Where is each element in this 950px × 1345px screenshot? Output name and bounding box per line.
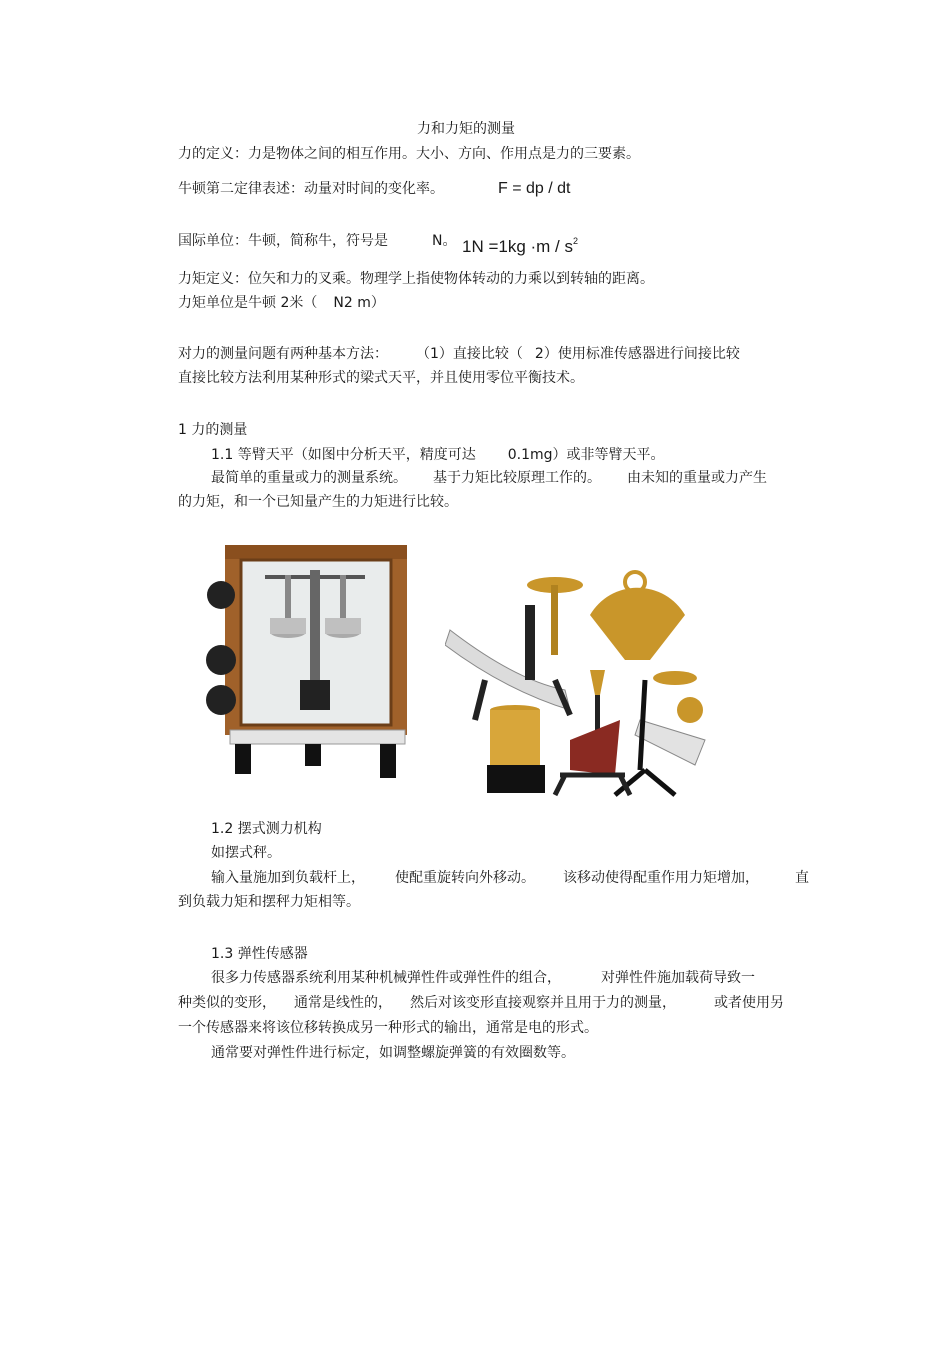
section-1-3-line-2 xyxy=(178,994,784,1012)
section-1-3-line-3: 一个传感器来将该位移转换成另一种形式的输出，通常是电的形式。 xyxy=(178,1020,598,1036)
section-1-1-para-cont: 的力矩，和一个已知量产生的力矩进行比较。 xyxy=(178,494,458,510)
si-formula-exponent: 2 xyxy=(573,236,579,246)
s13-c: 种类似的变形， xyxy=(178,995,276,1011)
analytical-balance-image xyxy=(205,540,410,785)
si-unit-symbol: N。 xyxy=(432,233,457,249)
direct-compare: 直接比较方法利用某种形式的梁式天平，并且使用零位平衡技术。 xyxy=(178,370,584,386)
section-1-3-heading: 1.3 弹性传感器 xyxy=(211,946,308,962)
s12-p2-b: 使配重旋转向外移动。 xyxy=(395,870,535,886)
section-1-2-para-1: 如摆式秤。 xyxy=(211,845,281,861)
s13-d: 通常是线性的， xyxy=(294,995,392,1011)
torque-unit-a: 力矩单位是牛顿 2米（ xyxy=(178,295,318,311)
brass-scale xyxy=(590,588,685,660)
methods-line xyxy=(178,345,740,363)
methods-a: 对力的测量问题有两种基本方法： xyxy=(178,346,388,362)
si-unit-text: 国际单位：牛顿，简称牛，符号是 xyxy=(178,233,388,249)
force-definition: 力的定义：力是物体之间的相互作用。大小、方向、作用点是力的三要素。 xyxy=(178,146,640,162)
section-1-1-a: 1.1 等臂天平（如图中分析天平，精度可达 xyxy=(211,447,476,463)
section-1-2-para-2 xyxy=(211,869,809,887)
s13-f: 或者使用另 xyxy=(714,995,784,1011)
pendulum-scales-image xyxy=(445,570,710,805)
section-1-3-line-4: 通常要对弹性件进行标定，如调整螺旋弹簧的有效圈数等。 xyxy=(211,1045,575,1061)
methods-b: （1）直接比较（ xyxy=(416,346,523,362)
section-1-1-para xyxy=(211,469,767,487)
methods-c: 2）使用标准传感器进行间接比较 xyxy=(534,346,740,362)
torque-unit-b: N2 m） xyxy=(333,295,385,311)
para-1-c: 由未知的重量或力产生 xyxy=(627,470,767,486)
balance-knob xyxy=(207,581,235,609)
section-1-1 xyxy=(211,446,665,464)
torque-unit xyxy=(178,294,385,312)
s13-a: 很多力传感器系统利用某种机械弹性件或弹性件的组合， xyxy=(211,970,561,986)
section-1-heading: 1 力的测量 xyxy=(178,422,248,438)
section-1-3-line-1 xyxy=(211,969,755,987)
si-unit-formula xyxy=(462,232,578,256)
newton-law: 牛顿第二定律表述：动量对时间的变化率。 xyxy=(178,181,444,197)
s12-p2-c: 该移动使得配重作用力矩增加， xyxy=(563,870,759,886)
section-1-1-b: 0.1mg）或非等臂天平。 xyxy=(507,447,665,463)
s13-b: 对弹性件施加载荷导致一 xyxy=(601,970,755,986)
para-1-a: 最简单的重量或力的测量系统。 xyxy=(211,470,407,486)
s12-p2-d: 直 xyxy=(795,870,809,886)
page-title: 力和力矩的测量 xyxy=(417,121,515,137)
si-formula-base: 1N =1kg ·m / s xyxy=(462,237,574,256)
para-1-b: 基于力矩比较原理工作的。 xyxy=(433,470,601,486)
s12-p2-a: 输入量施加到负载杆上， xyxy=(211,870,365,886)
section-1-2-heading: 1.2 摆式测力机构 xyxy=(211,821,322,837)
torque-definition: 力矩定义：位矢和力的叉乘。物理学上指使物体转动的力乘以到转轴的距离。 xyxy=(178,271,654,287)
s13-e: 然后对该变形直接观察并且用于力的测量， xyxy=(410,995,676,1011)
newton-formula: F = dp / dt xyxy=(498,180,571,197)
section-1-2-para-3: 到负载力矩和摆秤力矩相等。 xyxy=(178,894,360,910)
